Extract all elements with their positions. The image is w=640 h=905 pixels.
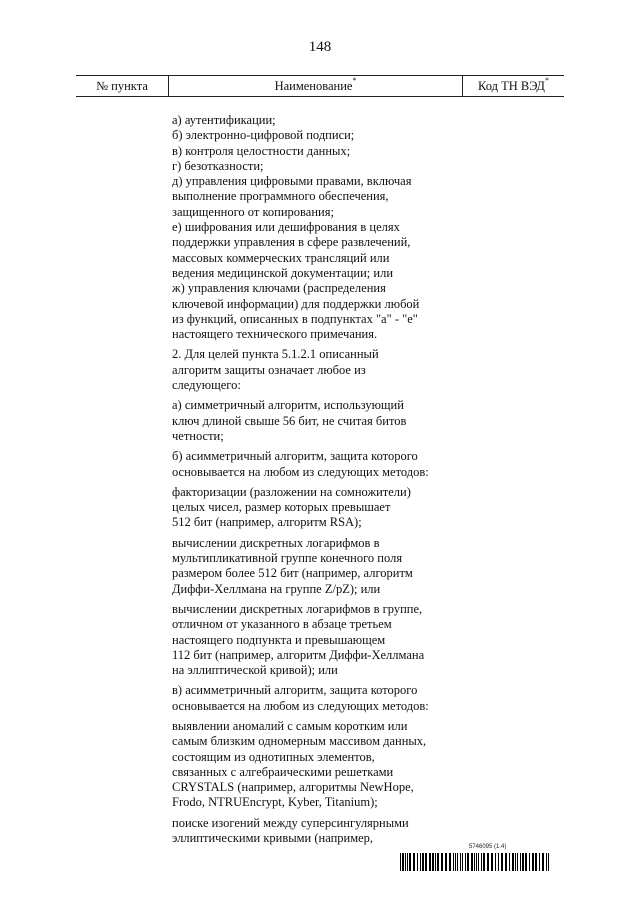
barcode-bar bbox=[435, 853, 436, 871]
text-line: самым близким одномерным массивом данных, bbox=[172, 734, 427, 749]
text-line: б) электронно-цифровой подписи; bbox=[172, 128, 355, 143]
text-line: г) безотказности; bbox=[172, 158, 264, 173]
barcode-bar bbox=[460, 853, 461, 871]
text-line: б) асимметричный алгоритм, защита которого bbox=[172, 449, 418, 464]
header-name-label: Наименование bbox=[274, 79, 353, 93]
paragraph bbox=[172, 719, 452, 811]
header-name bbox=[169, 76, 463, 96]
barcode-bar bbox=[478, 853, 479, 871]
barcode-bar bbox=[432, 853, 434, 871]
barcode-bar bbox=[491, 853, 493, 871]
header-name-footnote-mark: * bbox=[352, 76, 357, 85]
text-line: ключ длиной свыше 56 бит, не считая битов bbox=[172, 413, 407, 428]
text-line: четности; bbox=[172, 428, 224, 443]
text-line: отличном от указанного в абзаце третьем bbox=[172, 617, 392, 632]
barcode-bar bbox=[481, 853, 482, 871]
text-line: выявлении аномалий с самым коротким или bbox=[172, 718, 408, 733]
header-code-label: Код ТН ВЭД bbox=[478, 79, 545, 93]
barcode-bar bbox=[525, 853, 527, 871]
barcode-bar bbox=[422, 853, 424, 871]
barcode-bar bbox=[467, 853, 469, 871]
barcode-bar bbox=[462, 853, 463, 871]
text-line: из функций, описанных в подпунктах "а" - "е" bbox=[172, 311, 418, 326]
barcode-bar bbox=[474, 853, 475, 871]
barcode-bar bbox=[441, 853, 443, 871]
barcode-bar bbox=[402, 853, 404, 871]
text-line: факторизации (разложении на сомножители) bbox=[172, 484, 411, 499]
barcode-bar bbox=[425, 853, 427, 871]
table-header-row bbox=[76, 75, 564, 97]
text-line: а) аутентификации; bbox=[172, 113, 276, 127]
text-line: поиске изогений между суперсингулярными bbox=[172, 815, 409, 830]
paragraph bbox=[172, 536, 452, 597]
text-line: в) асимметричный алгоритм, защита которого bbox=[172, 683, 418, 698]
paragraph bbox=[172, 683, 452, 714]
text-line: в) контроля целостности данных; bbox=[172, 143, 351, 158]
barcode-icon bbox=[400, 853, 552, 871]
text-line: массовых коммерческих трансляций или bbox=[172, 250, 390, 265]
text-line: вычислении дискретных логарифмов в группе, bbox=[172, 601, 423, 616]
header-code-footnote-mark: * bbox=[544, 76, 549, 85]
paragraph bbox=[172, 398, 452, 444]
text-line: на эллиптической кривой); или bbox=[172, 663, 338, 678]
barcode-bar bbox=[407, 853, 408, 871]
paragraph bbox=[172, 347, 452, 393]
barcode-bar bbox=[413, 853, 415, 871]
header-item-number-label: № пункта bbox=[96, 79, 148, 93]
barcode-bar bbox=[509, 853, 510, 871]
barcode-bar bbox=[512, 853, 514, 871]
text-line: CRYSTALS (например, алгоритмы NewHope, bbox=[172, 780, 414, 795]
text-line: основывается на любом из следующих методов: bbox=[172, 464, 429, 479]
document-code: 5746095 (1.4) bbox=[469, 844, 507, 850]
text-line: мультипликативной группе конечного поля bbox=[172, 551, 403, 566]
barcode-bar bbox=[548, 853, 549, 871]
barcode-bar bbox=[539, 853, 540, 871]
barcode-bar bbox=[453, 853, 454, 871]
text-line: а) симметричный алгоритм, использующий bbox=[172, 398, 404, 413]
barcode-bar bbox=[437, 853, 439, 871]
barcode-bar bbox=[535, 853, 537, 871]
text-line: связанных с алгебраическими решетками bbox=[172, 764, 394, 779]
text-line: размером более 512 бит (например, алгоритм bbox=[172, 566, 413, 581]
barcode-bar bbox=[501, 853, 503, 871]
paragraph bbox=[172, 816, 452, 847]
text-line: эллиптическими кривыми (например, bbox=[172, 831, 374, 846]
barcode-bar bbox=[532, 853, 534, 871]
barcode-bar bbox=[405, 853, 406, 871]
barcode-bar bbox=[505, 853, 507, 871]
text-line: д) управления цифровыми правами, включая bbox=[172, 174, 412, 189]
barcode-bar bbox=[522, 853, 524, 871]
text-line: Диффи-Хеллмана на группе Z/pZ); или bbox=[172, 581, 381, 596]
text-line: алгоритм защиты означает любое из bbox=[172, 362, 366, 377]
page-number: 148 bbox=[308, 39, 332, 55]
text-line: основывается на любом из следующих методов: bbox=[172, 698, 429, 713]
barcode-bar bbox=[471, 853, 473, 871]
paragraph bbox=[172, 485, 452, 531]
barcode-bar bbox=[457, 853, 458, 871]
text-line: Frodo, NTRUEncrypt, Kyber, Titanium); bbox=[172, 795, 378, 810]
text-line: защищенного от копирования; bbox=[172, 204, 334, 219]
text-line: е) шифрования или дешифрования в целях bbox=[172, 220, 400, 235]
barcode-bar bbox=[429, 853, 431, 871]
text-line: следующего: bbox=[172, 378, 241, 393]
text-line: 112 бит (например, алгоритм Диффи-Хеллмана bbox=[172, 647, 425, 662]
barcode-bar bbox=[420, 853, 421, 871]
text-line: ключевой информации) для поддержки любой bbox=[172, 296, 420, 311]
barcode-bar bbox=[445, 853, 447, 871]
text-line: ведения медицинской документации; или bbox=[172, 265, 394, 280]
barcode-bar bbox=[546, 853, 547, 871]
text-line: 512 бит (например, алгоритм RSA); bbox=[172, 515, 362, 530]
text-line: 2. Для целей пункта 5.1.2.1 описанный bbox=[172, 347, 379, 362]
header-code bbox=[463, 76, 564, 96]
barcode-bar bbox=[529, 853, 530, 871]
header-item-number bbox=[76, 76, 169, 96]
barcode-bar bbox=[400, 853, 401, 871]
text-line: состоящим из однотипных элементов, bbox=[172, 749, 375, 764]
text-line: поддержки управления в сфере развлечений, bbox=[172, 235, 411, 250]
barcode-bar bbox=[495, 853, 496, 871]
barcode-bar bbox=[517, 853, 518, 871]
paragraph bbox=[172, 449, 452, 480]
text-line: целых чисел, размер которых превышает bbox=[172, 500, 391, 515]
text-line: вычислении дискретных логарифмов в bbox=[172, 535, 380, 550]
text-line: настоящего подпункта и превышающем bbox=[172, 632, 386, 647]
barcode-bar bbox=[455, 853, 456, 871]
barcode-bar bbox=[483, 853, 485, 871]
paragraph bbox=[172, 602, 452, 678]
barcode-bar bbox=[409, 853, 411, 871]
barcode-bar bbox=[476, 853, 477, 871]
barcode-bar bbox=[465, 853, 466, 871]
text-line: выполнение программного обеспечения, bbox=[172, 189, 389, 204]
barcode-bar bbox=[449, 853, 451, 871]
barcode-bar bbox=[498, 853, 499, 871]
text-line: ж) управления ключами (распределения bbox=[172, 281, 386, 296]
barcode-bar bbox=[542, 853, 544, 871]
barcode-bar bbox=[417, 853, 418, 871]
document-body bbox=[172, 113, 452, 851]
barcode-bar bbox=[515, 853, 516, 871]
barcode-bar bbox=[487, 853, 489, 871]
paragraph bbox=[172, 113, 452, 342]
text-line: настоящего технического примечания. bbox=[172, 327, 378, 342]
barcode-bar bbox=[520, 853, 521, 871]
